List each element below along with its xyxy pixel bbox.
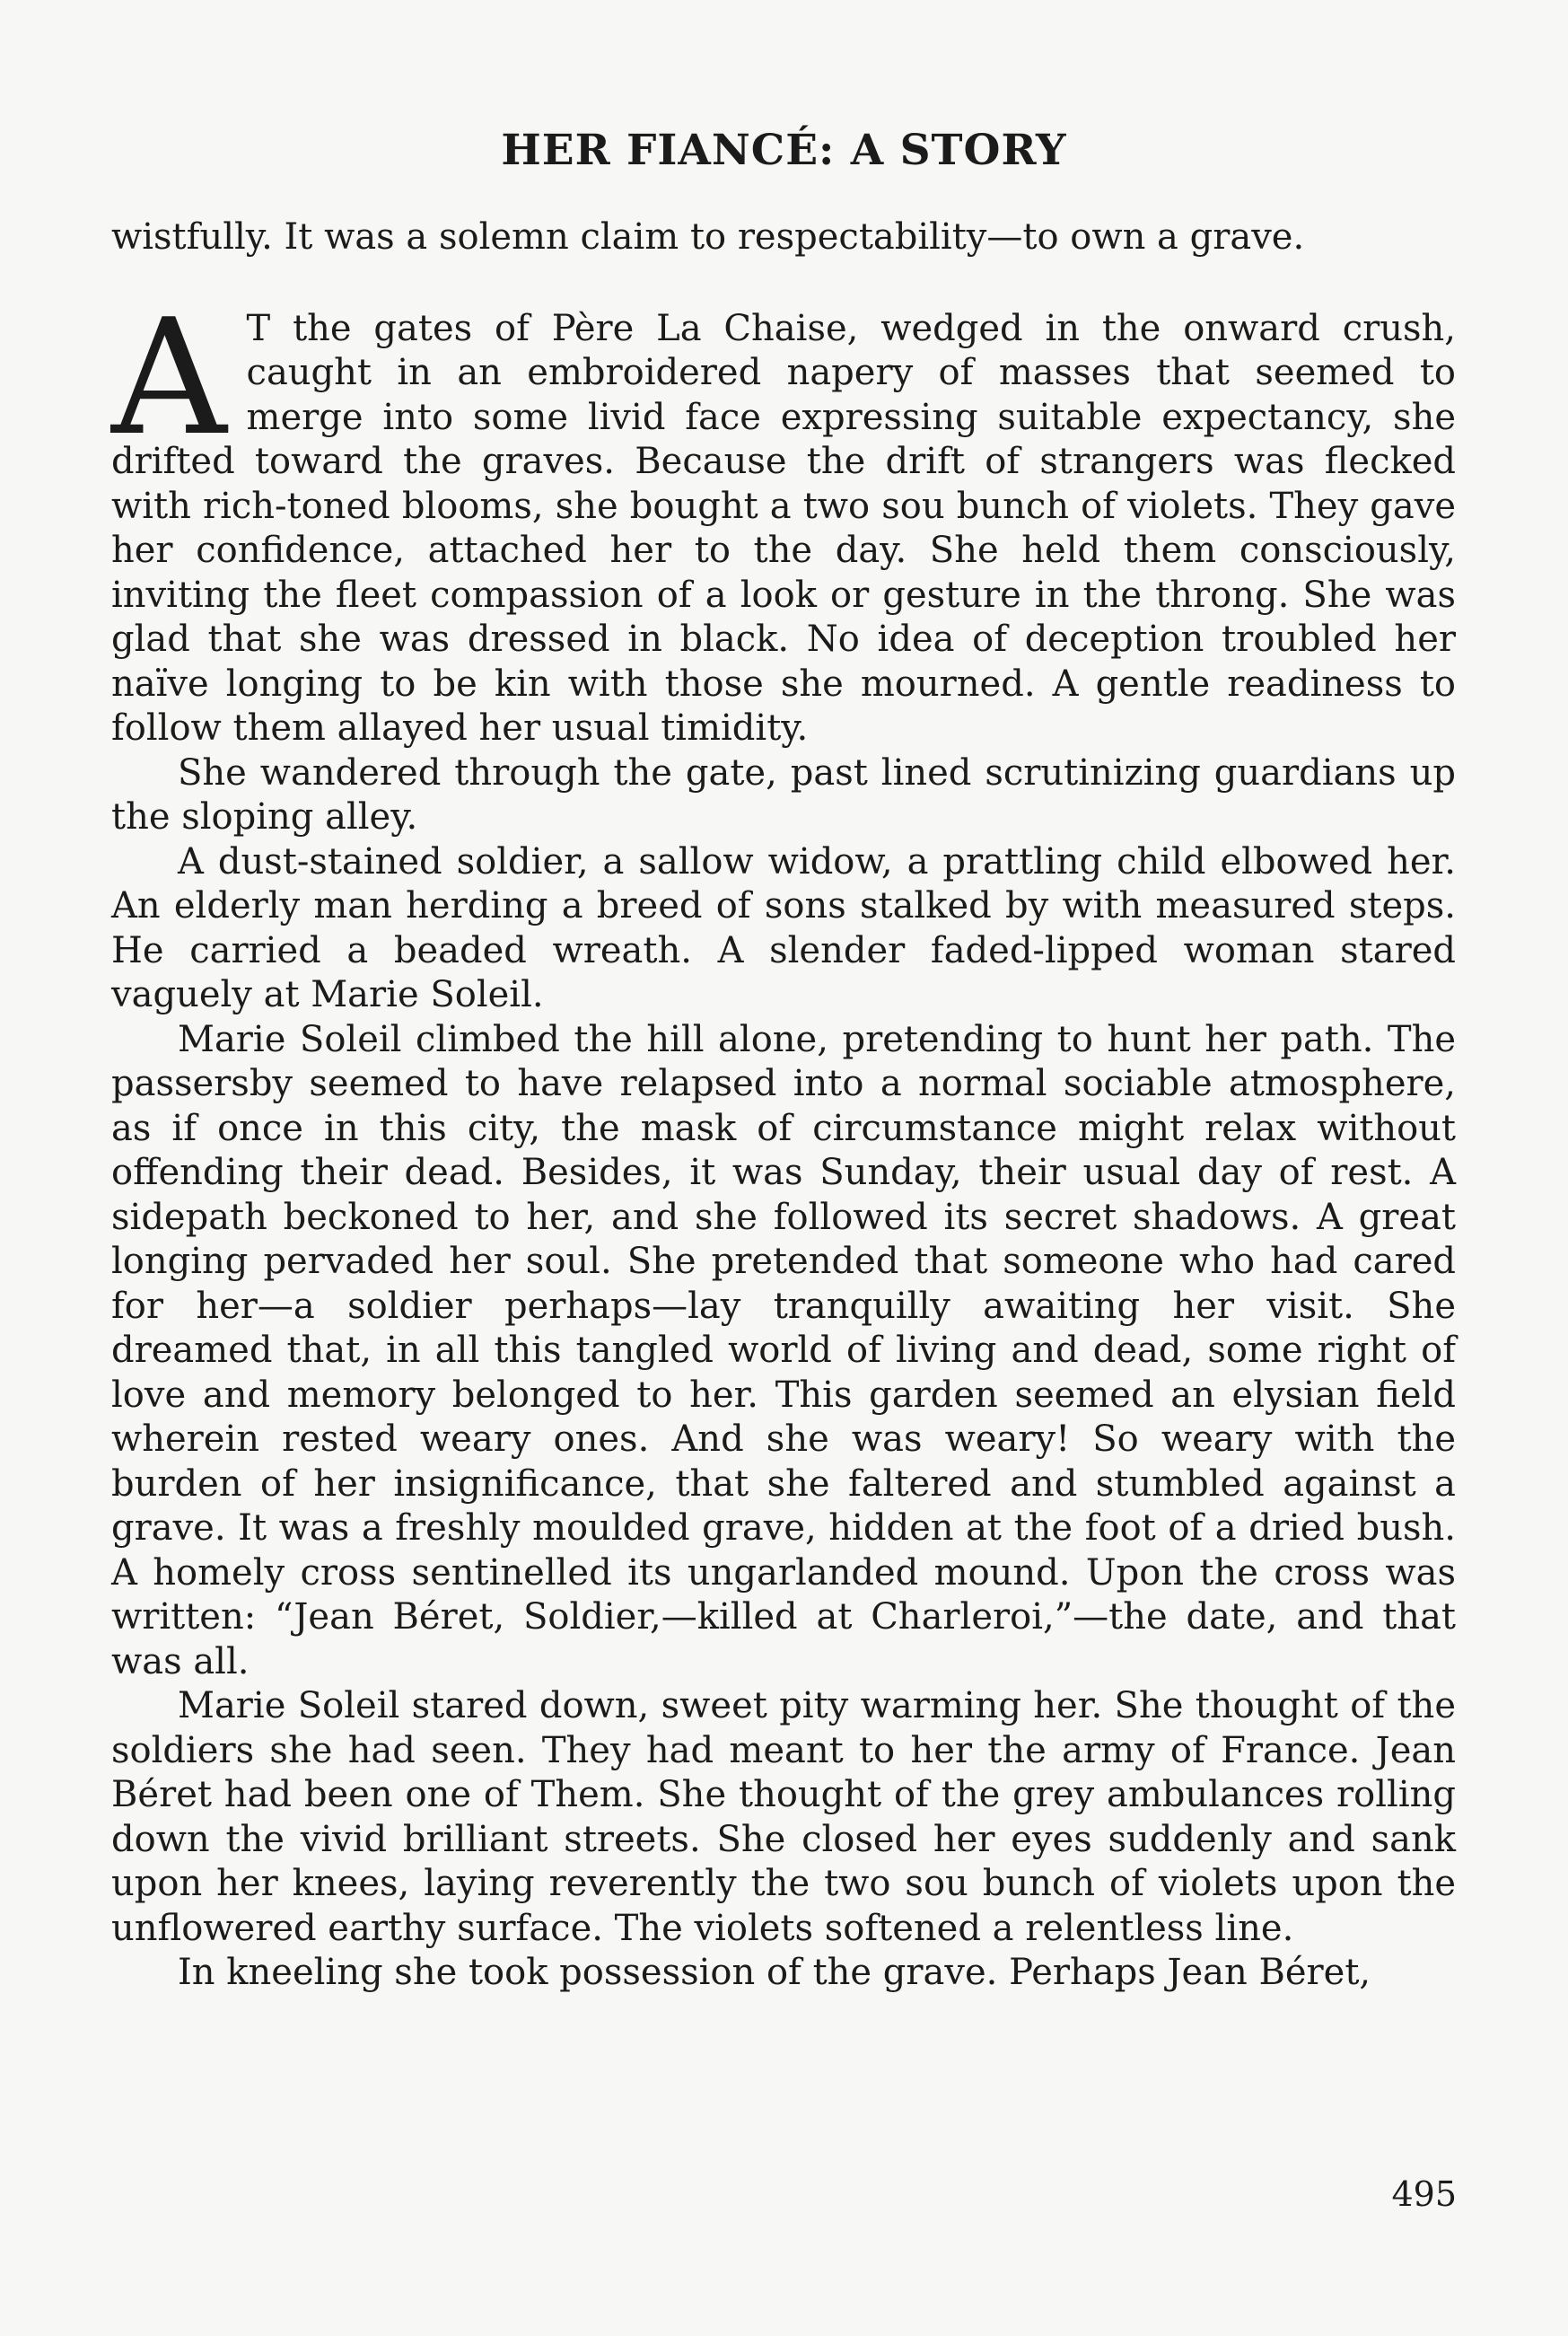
running-head: HER FIANCÉ: A STORY xyxy=(501,126,1067,175)
paragraph: Marie Soleil climbed the hill alone, pretending to hunt her path. The passersby seemed to have relapsed into a normal sociable atmosphere, as if once in this city, the mask of circumstance might relax without offending their dead. Besides, it was Sunday, their usual day of rest. A sidepath beckoned to her, and she followed its secret shadows. A great longing pervaded her soul. She pretended that someone who had cared for her—a soldier perhaps—lay tranquilly awaiting her visit. She dreamed that, in all this tangled world of living and dead, some right of love and memory belonged to her. This garden seemed an elysian field wherein rested weary ones. And she was weary! So weary with the burden of her insignificance, that she faltered and stumbled against a grave. It was a freshly moulded grave, hidden at the foot of a dried bush. A homely cross sentinelled its ungarlanded mound. Upon the cross was written: “Jean Béret, Soldier,—killed at Charleroi,”—the date, and that was all. xyxy=(111,1018,1456,1682)
paragraph-text: T the gates of Père La Chaise, wedged in the onward crush, caught in an embroidered napery of masses that seemed to merge into some livid face expressing suitable expectancy, she drifted toward the graves. Because the drift of strangers was flecked with rich-toned blooms, she bought a two sou bunch of violets. They gave her confidence, attached her to the day. She held them consciously, inviting the fleet compassion of a look or gesture in the throng. She was glad that she was dressed in black. No idea of deception troubled her naïve longing to be kin with those she mourned. A gentle readiness to follow them allayed her usual timidity. xyxy=(111,307,1456,749)
paragraph: In kneeling she took possession of the grave. Perhaps Jean Béret, xyxy=(178,1952,1371,1993)
paragraph-continued: wistfully. It was a solemn claim to respectability—to own a grave. xyxy=(111,216,1305,258)
page-number: 495 xyxy=(1391,2174,1457,2214)
paragraph: She wandered through the gate, past lined scrutinizing guardians up the sloping alley. xyxy=(111,751,1456,838)
paragraph-section-start xyxy=(111,284,1456,751)
drop-cap: A xyxy=(111,284,227,470)
paragraph: Marie Soleil stared down, sweet pity warming her. She thought of the soldiers she had seen. They had meant to her the army of France. Jean Béret had been one of Them. She thought of the grey ambulances rolling down the vivid brilliant streets. She closed her eyes suddenly and sank upon her knees, laying reverently the two sou bunch of violets upon the unflowered earthy surface. The violets softened a relentless line. xyxy=(111,1685,1456,1949)
paragraph: A dust-stained soldier, a sallow widow, a prattling child elbowed her. An elderly man herding a breed of sons stalked by with measured steps. He carried a beaded wreath. A slender faded-lipped woman stared vaguely at Marie Soleil. xyxy=(111,840,1456,1015)
story-text xyxy=(111,215,1456,1996)
